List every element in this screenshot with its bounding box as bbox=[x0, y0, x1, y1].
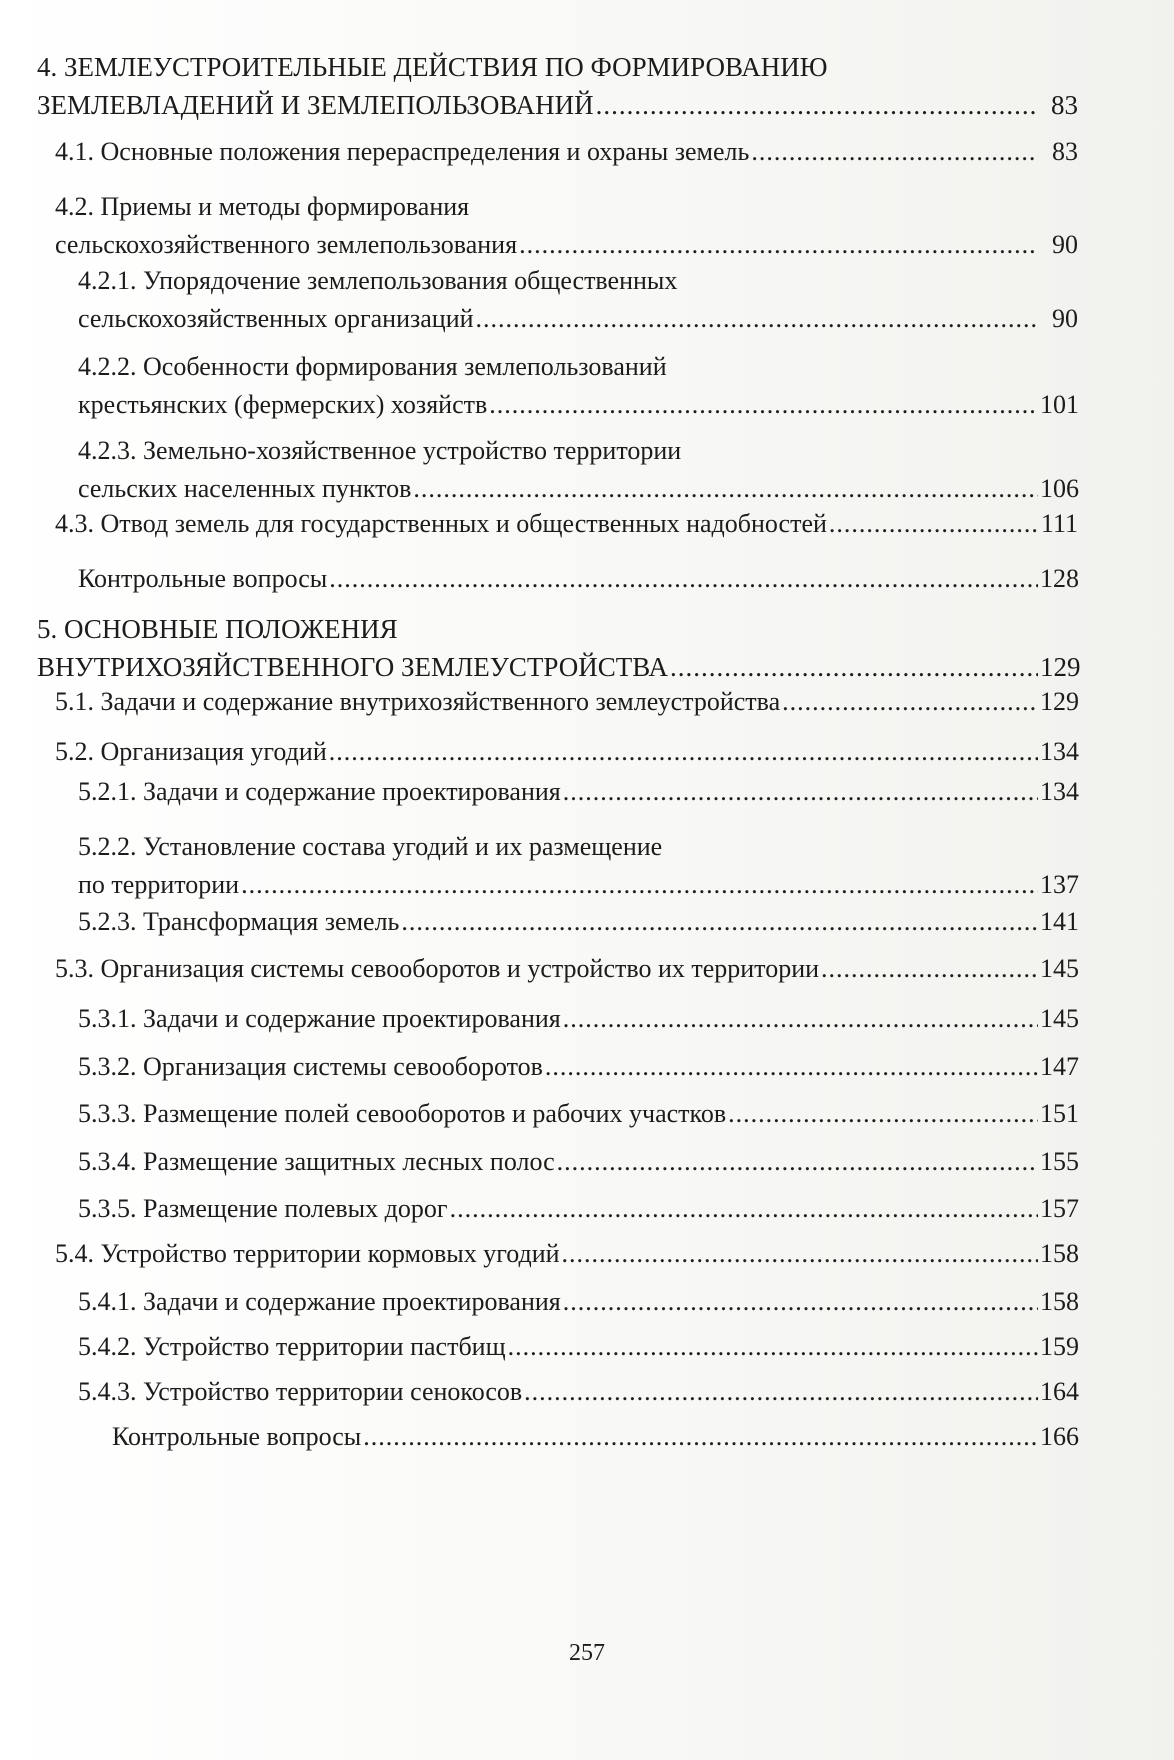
toc-entry-page: 166 bbox=[1040, 1422, 1079, 1451]
toc-entry-page: 158 bbox=[1040, 1287, 1079, 1316]
toc-entry-leader-row bbox=[78, 1373, 1078, 1411]
toc-entry bbox=[55, 683, 1078, 721]
dot-leader bbox=[751, 133, 1038, 171]
toc-entry-leader-row bbox=[78, 300, 1078, 338]
toc-entry bbox=[37, 610, 1081, 686]
toc-entry-title: Контрольные вопросы bbox=[78, 564, 328, 593]
toc-entry-leader-row bbox=[78, 1283, 1078, 1321]
toc-entry-leader-row bbox=[78, 1190, 1078, 1228]
toc-entry-page: 164 bbox=[1040, 1377, 1079, 1406]
toc-entry-title-line: 5. ОСНОВНЫЕ ПОЛОЖЕНИЯ bbox=[37, 614, 398, 644]
toc-entry-title: 4.3. Отвод земель для государственных и общественных надобностей bbox=[55, 509, 827, 538]
toc-entry-leader-row bbox=[55, 133, 1078, 171]
page-number: 257 bbox=[569, 1640, 605, 1666]
toc-entry-title-line: 5.2.2. Установление состава угодий и их размещение bbox=[78, 832, 663, 861]
dot-leader bbox=[508, 1328, 1038, 1366]
toc-entry bbox=[78, 773, 1078, 811]
toc-entry-title: ВНУТРИХОЗЯЙСТВЕННОГО ЗЕМЛЕУСТРОЙСТВА bbox=[37, 652, 669, 682]
toc-entry-title: 5.2. Организация угодий bbox=[55, 737, 327, 766]
toc-entry-title: 4.1. Основные положения перераспределения и охраны земель bbox=[55, 137, 750, 166]
dot-leader bbox=[401, 903, 1038, 941]
dot-leader bbox=[519, 226, 1038, 264]
toc-entry bbox=[55, 133, 1078, 171]
toc-entry-page: 159 bbox=[1040, 1332, 1079, 1361]
toc-entry-title: 5.3. Организация системы севооборотов и устройство их территории bbox=[55, 954, 820, 983]
dot-leader bbox=[241, 866, 1038, 904]
toc-entry-page: 134 bbox=[1040, 737, 1079, 766]
toc-entry-page: 157 bbox=[1040, 1194, 1079, 1223]
toc-entry-title: сельскохозяйственного землепользования bbox=[55, 230, 518, 259]
dot-leader bbox=[524, 1373, 1038, 1411]
toc-entry bbox=[78, 1190, 1078, 1228]
toc-entry-leader-row bbox=[55, 683, 1078, 721]
toc-entry-page: 155 bbox=[1040, 1147, 1079, 1176]
toc-entry-leader-row bbox=[37, 86, 1078, 124]
toc-entry-page: 111 bbox=[1040, 509, 1078, 538]
toc-entry-title: 5.4. Устройство территории кормовых угодий bbox=[55, 1239, 560, 1268]
toc-entry-page: 128 bbox=[1040, 564, 1079, 593]
toc-entry-leader-row bbox=[78, 1328, 1078, 1366]
toc-entry-title-line: 4.2.3. Земельно-хозяйственное устройство территории bbox=[78, 436, 682, 465]
toc-entry bbox=[78, 903, 1078, 941]
toc-entry-title-line: 4.2.2. Особенности формирования землепользований bbox=[78, 352, 667, 381]
toc-entry bbox=[78, 1328, 1078, 1366]
toc-entry-title: 5.4.1. Задачи и содержание проектирования bbox=[78, 1287, 561, 1316]
toc-entry bbox=[78, 348, 1078, 424]
toc-entry-page: 141 bbox=[1040, 907, 1079, 936]
toc-entry bbox=[78, 1283, 1078, 1321]
toc-entry bbox=[55, 505, 1078, 543]
dot-leader bbox=[563, 1283, 1038, 1321]
toc-entry-title: 5.4.2. Устройство территории пастбищ bbox=[78, 1332, 506, 1361]
dot-leader bbox=[329, 560, 1038, 598]
toc-entry bbox=[78, 828, 1078, 904]
toc-entry-page: 90 bbox=[1052, 230, 1078, 259]
dot-leader bbox=[728, 1095, 1038, 1133]
toc-entry-leader-row bbox=[78, 1143, 1078, 1181]
toc-entry bbox=[78, 1095, 1078, 1133]
toc-entry-title-line: 4.2. Приемы и методы формирования bbox=[55, 192, 470, 221]
toc-entry-page: 101 bbox=[1040, 390, 1079, 419]
toc-entry-title: сельскохозяйственных организаций bbox=[78, 304, 474, 333]
toc-entry-page: 129 bbox=[1040, 687, 1079, 716]
toc-entry-title: по территории bbox=[78, 870, 240, 899]
toc-entry bbox=[37, 48, 1078, 124]
toc-entry-page: 145 bbox=[1040, 954, 1079, 983]
toc-entry-page: 147 bbox=[1040, 1052, 1079, 1081]
dot-leader bbox=[489, 386, 1038, 424]
dot-leader bbox=[563, 1000, 1038, 1038]
toc-entry-title: ЗЕМЛЕВЛАДЕНИЙ И ЗЕМЛЕПОЛЬЗОВАНИЙ bbox=[37, 90, 594, 120]
dot-leader bbox=[557, 1143, 1038, 1181]
toc-entry-leader-row bbox=[78, 1048, 1078, 1086]
toc-entry bbox=[55, 188, 1078, 264]
toc-entry-page: 134 bbox=[1040, 777, 1079, 806]
dot-leader bbox=[450, 1190, 1038, 1228]
toc-entry-title: 5.3.3. Размещение полей севооборотов и рабочих участков bbox=[78, 1099, 727, 1128]
toc-entry bbox=[78, 560, 1078, 598]
toc-entry-title-line: 4. ЗЕМЛЕУСТРОИТЕЛЬНЫЕ ДЕЙСТВИЯ ПО ФОРМИРОВАНИЮ bbox=[37, 52, 828, 82]
toc-entry-leader-row bbox=[55, 226, 1078, 264]
dot-leader bbox=[562, 1235, 1038, 1273]
toc-entry-leader-row bbox=[55, 950, 1078, 988]
toc-entry bbox=[78, 1000, 1078, 1038]
dot-leader bbox=[563, 773, 1038, 811]
toc-entry-leader-row bbox=[78, 903, 1078, 941]
dot-leader bbox=[476, 300, 1038, 338]
toc-entry-page: 151 bbox=[1040, 1099, 1079, 1128]
toc-entry-title: крестьянских (фермерских) хозяйств bbox=[78, 390, 488, 419]
toc-entry-title: 5.3.2. Организация системы севооборотов bbox=[78, 1052, 543, 1081]
dot-leader bbox=[821, 950, 1038, 988]
toc-entry-title: 5.3.5. Размещение полевых дорог bbox=[78, 1194, 448, 1223]
dot-leader bbox=[545, 1048, 1038, 1086]
toc-entry-leader-row bbox=[78, 386, 1078, 424]
dot-leader bbox=[782, 683, 1038, 721]
toc-entry-page: 83 bbox=[1051, 90, 1078, 120]
toc-entry-page: 145 bbox=[1040, 1004, 1079, 1033]
toc-entry-page: 83 bbox=[1052, 137, 1078, 166]
toc-entry-page: 158 bbox=[1040, 1239, 1079, 1268]
dot-leader bbox=[413, 470, 1038, 508]
toc-entry-leader-row bbox=[55, 733, 1078, 771]
toc-entry bbox=[78, 1143, 1078, 1181]
toc-entry-title: 5.3.4. Размещение защитных лесных полос bbox=[78, 1147, 555, 1176]
toc-entry-title-line: 4.2.1. Упорядочение землепользования общественных bbox=[78, 266, 678, 295]
toc-entry-title: Контрольные вопросы bbox=[112, 1422, 362, 1451]
toc-entry-title: 5.2.1. Задачи и содержание проектирования bbox=[78, 777, 561, 806]
toc-entry bbox=[55, 733, 1078, 771]
toc-entry-leader-row bbox=[55, 1235, 1078, 1273]
toc-entry-title: 5.3.1. Задачи и содержание проектирования bbox=[78, 1004, 561, 1033]
toc-entry-title: сельских населенных пунктов bbox=[78, 474, 412, 503]
dot-leader bbox=[670, 648, 1038, 686]
toc-entry-page: 137 bbox=[1040, 870, 1079, 899]
toc-entry-leader-row bbox=[112, 1418, 1078, 1456]
toc-entry bbox=[112, 1418, 1078, 1456]
toc-entry bbox=[55, 950, 1078, 988]
toc-entry bbox=[78, 262, 1078, 338]
toc-entry-leader-row bbox=[78, 1095, 1078, 1133]
toc-entry-page: 90 bbox=[1052, 304, 1078, 333]
toc-entry-leader-row bbox=[78, 866, 1078, 904]
toc-entry-leader-row bbox=[78, 470, 1078, 508]
toc-entry-leader-row bbox=[78, 1000, 1078, 1038]
dot-leader bbox=[363, 1418, 1038, 1456]
toc-entry bbox=[78, 1048, 1078, 1086]
toc-entry bbox=[78, 1373, 1078, 1411]
toc-entry bbox=[78, 432, 1078, 508]
toc-entry bbox=[55, 1235, 1078, 1273]
toc-entry-page: 106 bbox=[1040, 474, 1079, 503]
dot-leader bbox=[829, 505, 1038, 543]
toc-entry-leader-row bbox=[37, 648, 1081, 686]
toc-entry-title: 5.4.3. Устройство территории сенокосов bbox=[78, 1377, 523, 1406]
toc-entry-title: 5.2.3. Трансформация земель bbox=[78, 907, 400, 936]
toc-entry-page: 129 bbox=[1040, 652, 1081, 682]
dot-leader bbox=[596, 86, 1038, 124]
toc-entry-leader-row bbox=[78, 560, 1078, 598]
toc-entry-title: 5.1. Задачи и содержание внутрихозяйственного землеустройства bbox=[55, 687, 781, 716]
toc-entry-leader-row bbox=[78, 773, 1078, 811]
dot-leader bbox=[329, 733, 1038, 771]
toc-entry-leader-row bbox=[55, 505, 1078, 543]
